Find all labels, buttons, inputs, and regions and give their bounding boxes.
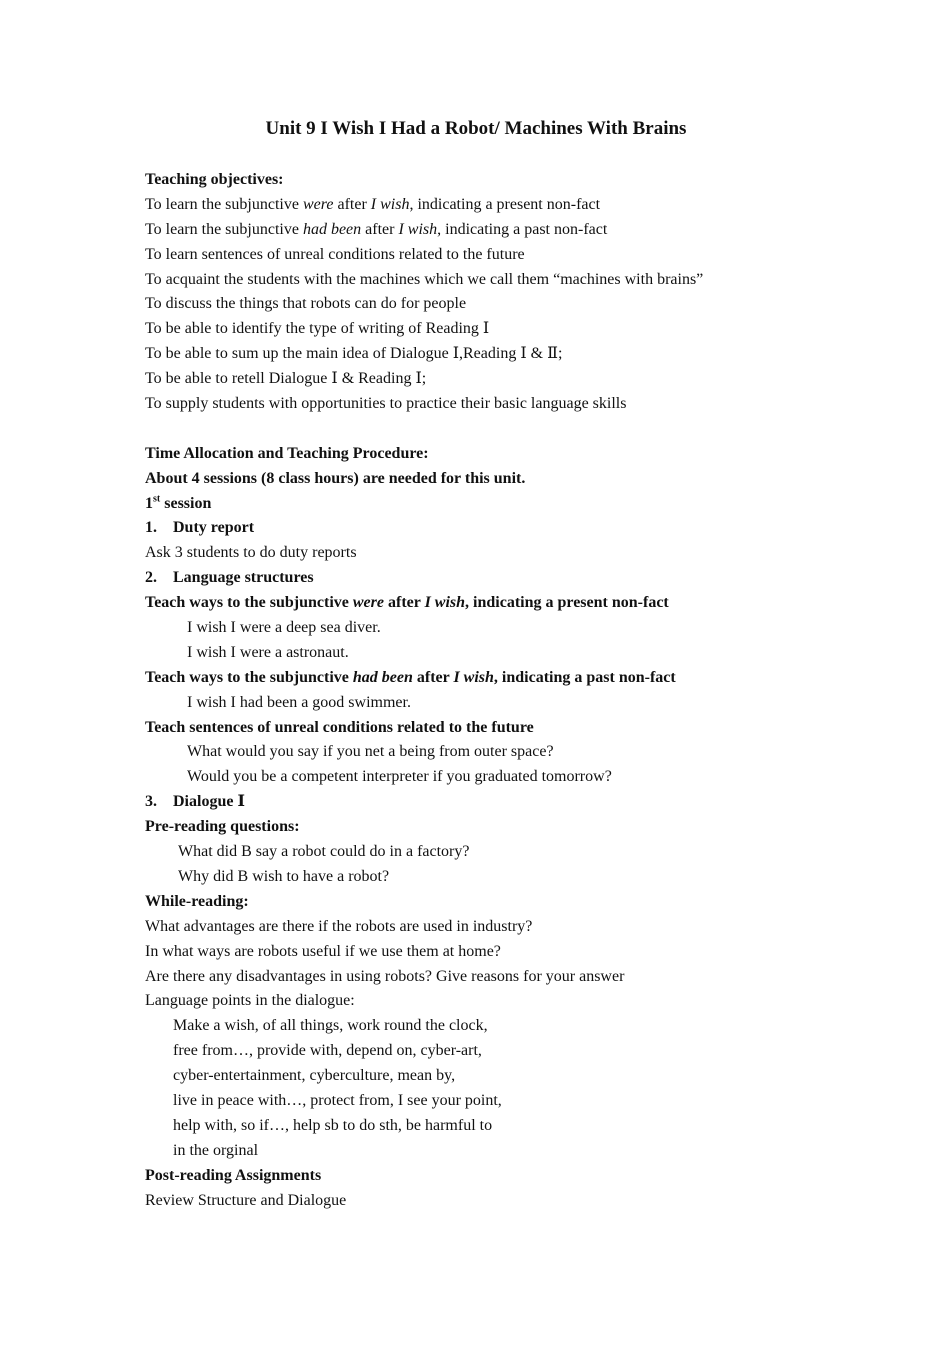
example-sentence: I wish I had been a good swimmer.: [187, 693, 411, 711]
objective-item: To be able to identify the type of writing of Reading Ⅰ: [145, 320, 490, 338]
objective-item: To discuss the things that robots can do for people: [145, 295, 467, 313]
language-point: Make a wish, of all things, work round the clock,: [173, 1017, 488, 1035]
pre-reading-question: What did B say a robot could do in a factory?: [178, 843, 470, 861]
document-body: [145, 168, 845, 1213]
while-reading-question: In what ways are robots useful if we use them at home?: [145, 942, 501, 960]
page-title: Unit 9 I Wish I Had a Robot/ Machines With Brains: [265, 118, 687, 139]
section-dialogue: 3. Dialogue Ⅰ: [145, 793, 245, 811]
example-sentence: What would you say if you net a being from outer space?: [187, 743, 554, 761]
post-reading-heading: Post-reading Assignments: [145, 1166, 322, 1184]
language-point: free from…, provide with, depend on, cyber-art,: [173, 1042, 482, 1060]
procedure-heading: Time Allocation and Teaching Procedure:: [145, 444, 429, 462]
section-duty-report: 1. Duty report: [145, 519, 255, 537]
while-reading-question: What advantages are there if the robots are used in industry?: [145, 917, 533, 935]
while-reading-question: Are there any disadvantages in using robots? Give reasons for your answer: [145, 967, 625, 985]
language-point: help with, so if…, help sb to do sth, be harmful to: [173, 1116, 493, 1134]
spacer: [145, 417, 845, 442]
objective-item: To learn sentences of unreal conditions related to the future: [145, 245, 525, 263]
language-point: cyber-entertainment, cyberculture, mean by,: [173, 1067, 456, 1085]
objective-item: To acquaint the students with the machines which we call them “machines with brains”: [145, 270, 704, 288]
post-reading-text: Review Structure and Dialogue: [145, 1191, 347, 1209]
objective-item: To supply students with opportunities to practice their basic language skills: [145, 395, 627, 413]
example-sentence: I wish I were a astronaut.: [187, 643, 349, 661]
objective-item: To learn the subjunctive were after I wish, indicating a present non-fact: [145, 195, 601, 213]
while-reading-heading: While-reading:: [145, 892, 249, 910]
example-sentence: I wish I were a deep sea diver.: [187, 619, 381, 637]
sessions-note: About 4 sessions (8 class hours) are needed for this unit.: [145, 469, 526, 487]
teach-heading-past: Teach ways to the subjunctive had been after I wish, indicating a past non-fact: [145, 668, 676, 686]
teach-heading-present: Teach ways to the subjunctive were after I wish, indicating a present non-fact: [145, 594, 669, 612]
example-sentence: Would you be a competent interpreter if you graduated tomorrow?: [187, 768, 612, 786]
language-point: in the orginal: [173, 1141, 259, 1159]
section-language-structures: 2. Language structures: [145, 569, 314, 587]
objectives-heading: Teaching objectives:: [145, 171, 284, 188]
objective-item: To learn the subjunctive had been after I wish, indicating a past non-fact: [145, 220, 608, 238]
session-heading: 1st session: [145, 493, 212, 512]
objective-item: To be able to retell Dialogue Ⅰ & Reading Ⅰ;: [145, 370, 427, 388]
language-point: live in peace with…, protect from, I see your point,: [173, 1091, 502, 1109]
duty-report-text: Ask 3 students to do duty reports: [145, 544, 357, 562]
language-points-label: Language points in the dialogue:: [145, 992, 355, 1010]
pre-reading-question: Why did B wish to have a robot?: [178, 867, 390, 885]
objective-item: To be able to sum up the main idea of Dialogue Ⅰ,Reading Ⅰ & Ⅱ;: [145, 345, 563, 363]
pre-reading-heading: Pre-reading questions:: [145, 818, 300, 836]
teach-heading-future: Teach sentences of unreal conditions related to the future: [145, 718, 534, 736]
